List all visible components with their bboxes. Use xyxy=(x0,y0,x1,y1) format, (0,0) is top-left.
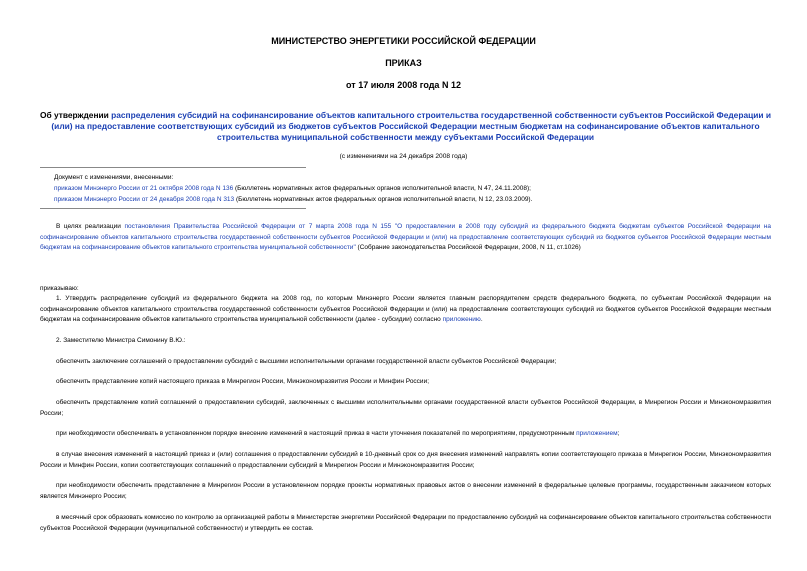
amendment-item xyxy=(54,194,777,205)
title-link[interactable]: распределения субсидий на софинансирование объектов капитального строительства государственной собственности субъектов Российской Федерации и (или) на предоставление соответствующих субсидий из бюджетов субъектов Российской Федерации местным бюджетам на софинансирование объектов капитального строительства муниципальной собственности между субъектами Российской Федерации xyxy=(51,110,772,142)
subitem-7: в месячный срок образовать комиссию по контролю за организацией работы в Министерстве энергетики Российской Федерации по предоставлению субсидий на софинансирование объектов капитального строительства собственности субъектов Российской Федерации (муниципальной собственности) и утвердить ее состав. xyxy=(40,514,771,532)
amendment-item xyxy=(54,183,777,194)
resolution-link[interactable]: постановления Правительства Российской Федерации от 7 марта 2008 года N 155 "О предоставлении в 2008 году субсидий из федерального бюджета бюджетам субъектов Российской Федерации на софинансирование объектов капитального строительства государственной собственности субъектов Российской Федерации и (или) на предоставление соответствующих субсидий из бюджетов субъектов Российской Федерации местным бюджетам на софинансирование объектов капитального строительства муниципальной собственности" xyxy=(40,223,771,251)
subitem-3: обеспечить представление копий соглашений о предоставлении субсидий, заключенных с высшими исполнительными органами государственной власти субъектов Российской Федерации, в Минрегион России и Минэкономразвития России; xyxy=(40,399,771,417)
appendix-link[interactable]: приложению xyxy=(442,316,481,323)
doc-type-heading: ПРИКАЗ xyxy=(385,58,422,68)
amendment-source-1: (Бюллетень нормативных актов федеральных органов исполнительной власти, N 47, 24.11.2008); xyxy=(233,185,531,192)
subitem-1: обеспечить заключение соглашений о предоставлении субсидий с высшими исполнительными органами государственной власти субъектов Российской Федерации; xyxy=(56,358,557,365)
amendment-link-1[interactable]: приказом Минэнерго России от 21 октября 2008 года N 136 xyxy=(54,185,234,192)
divider-top xyxy=(40,167,306,168)
subitem-4-text: при необходимости обеспечивать в установленном порядке внесение изменений в настоящий приказ в части уточнения показателей по мероприятиям, предусмотренным xyxy=(56,430,577,437)
item-1-paragraph xyxy=(40,294,771,326)
amendment-date: (с изменениями на 24 декабря 2008 года) xyxy=(339,153,468,160)
amendment-source-2: (Бюллетень нормативных актов федеральных органов исполнительной власти, N 12, 23.03.2009). xyxy=(234,196,533,203)
appendix-link-2[interactable]: приложением xyxy=(576,430,618,437)
subitem-2: обеспечить представление копий настоящего приказа в Минрегион России, Минэкономразвития России и Минфин России; xyxy=(56,378,430,385)
document-title xyxy=(34,110,777,143)
subitem-6: при необходимости обеспечить представление в Минрегион России в установленном порядке проекты нормативных правовых актов о внесении изменений в федеральные целевые программы, государственным заказчиком которых является Минэнерго России; xyxy=(40,482,771,500)
item-1-text: 1. Утвердить распределение субсидий из федерального бюджета на 2008 год, по которым Минэнерго России является главным распорядителем средств федерального бюджета, по субъектам Российской Федерации на софинансирование объектов капитального строительства государственной собственности субъектов Российской Федерации и (или) на предоставление соответствующих субсидий из бюджетов субъектов Российской Федерации местным бюджетам на софинансирование объектов капитального строительства муниципальной собственности (далее - субсидии) согласно xyxy=(40,295,771,323)
preamble-paragraph xyxy=(40,222,771,254)
amendments-intro: Документ с изменениями, внесенными: xyxy=(54,174,174,181)
amendment-link-2[interactable]: приказом Минэнерго России от 24 декабря 2008 года N 313 xyxy=(54,196,235,203)
date-number-heading: от 17 июля 2008 года N 12 xyxy=(346,80,461,90)
order-word: приказываю: xyxy=(40,285,79,292)
divider-bottom xyxy=(40,208,306,209)
subitem-4-end: ; xyxy=(617,430,620,437)
subitem-5: в случае внесения изменений в настоящий приказ и (или) соглашения о предоставлении субсидий в 10-дневный срок со дня внесения изменений направлять копии соответствующего приказа в Минрегион России, Минэкономразвития России и Минфин России, копии соответствующих соглашений о предоставлении субсидий в Минрегион России и Минэкономразвития России; xyxy=(40,451,771,469)
item-2-paragraph: 2. Заместителю Министра Симонину В.Ю.: xyxy=(56,337,186,344)
item-1-end: . xyxy=(480,316,483,323)
ministry-heading: МИНИСТЕРСТВО ЭНЕРГЕТИКИ РОССИЙСКОЙ ФЕДЕРАЦИИ xyxy=(271,36,536,46)
preamble-suffix: (Собрание законодательства Российской Федерации, 2008, N 11, ст.1026) xyxy=(355,244,581,251)
title-prefix: Об утверждении xyxy=(39,110,112,120)
amendments-note xyxy=(54,172,777,205)
subitem-4 xyxy=(40,429,771,440)
preamble-prefix: В целях реализации xyxy=(56,223,125,230)
